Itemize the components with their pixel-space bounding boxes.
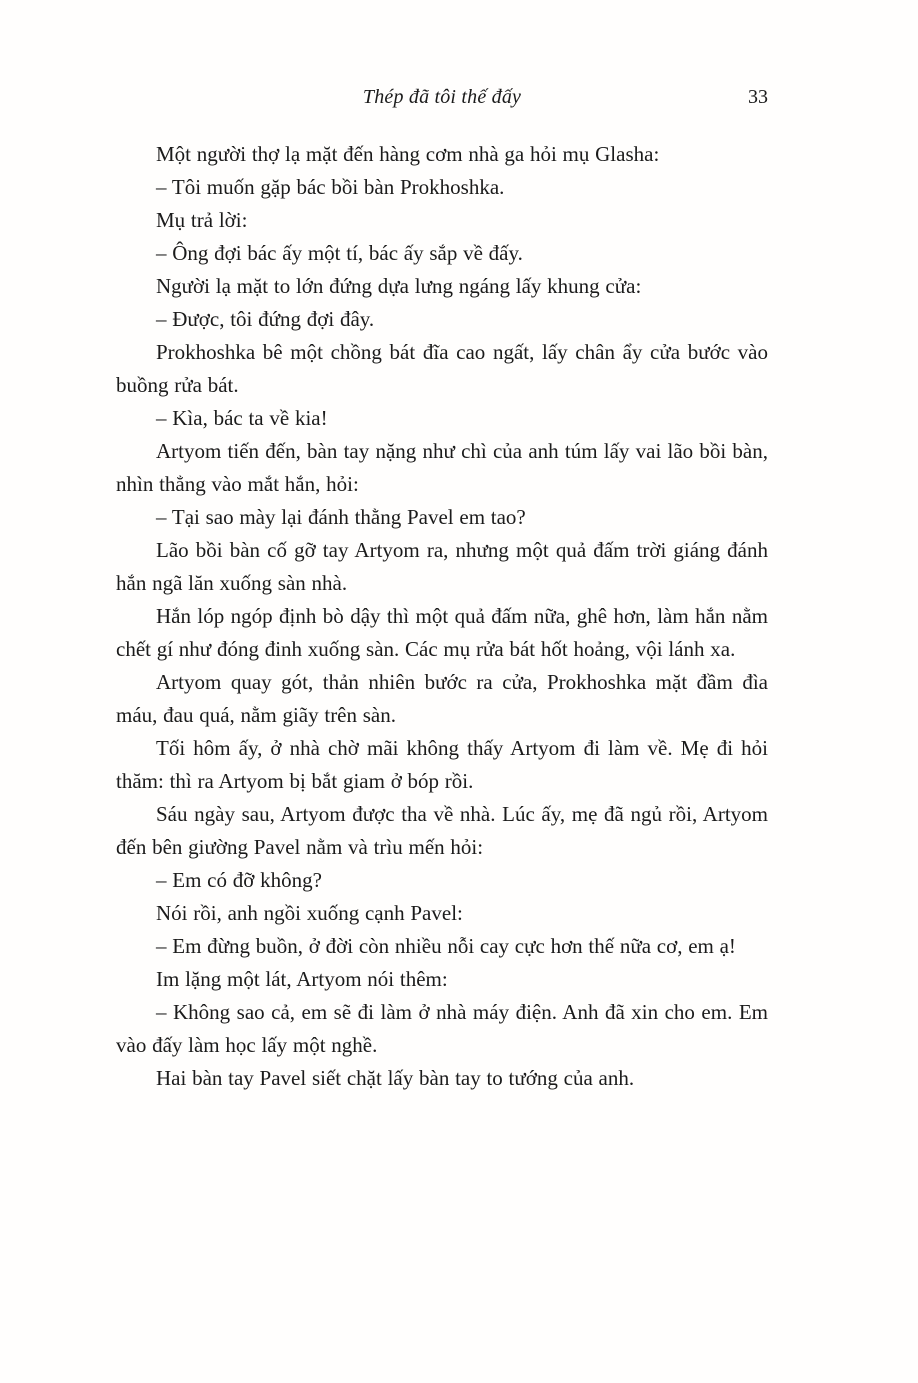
paragraph: Artyom quay gót, thản nhiên bước ra cửa, Prokhoshka mặt đầm đìa máu, đau quá, nằm giãy trên sàn. — [116, 670, 768, 727]
paragraph: Nói rồi, anh ngồi xuống cạnh Pavel: — [156, 901, 463, 925]
paragraph: – Không sao cả, em sẽ đi làm ở nhà máy điện. Anh đã xin cho em. Em vào đấy làm học lấy một nghề. — [116, 1000, 768, 1057]
paragraph: – Em đừng buồn, ở đời còn nhiều nỗi cay cực hơn thế nữa cơ, em ạ! — [156, 934, 736, 958]
paragraph: – Được, tôi đứng đợi đây. — [156, 307, 375, 331]
paragraph: Prokhoshka bê một chồng bát đĩa cao ngất, lấy chân ẩy cửa bước vào buồng rửa bát. — [116, 340, 768, 397]
paragraph: – Em có đỡ không? — [156, 868, 322, 892]
paragraph: Lão bồi bàn cố gỡ tay Artyom ra, nhưng một quả đấm trời giáng đánh hắn ngã lăn xuống sàn nhà. — [116, 538, 768, 595]
paragraph: Sáu ngày sau, Artyom được tha về nhà. Lúc ấy, mẹ đã ngủ rồi, Artyom đến bên giường Pavel nằm và trìu mến hỏi: — [116, 802, 768, 859]
paragraph: Hai bàn tay Pavel siết chặt lấy bàn tay to tướng của anh. — [156, 1066, 635, 1090]
page-body — [116, 138, 768, 1095]
paragraph: Hắn lóp ngóp định bò dậy thì một quả đấm nữa, ghê hơn, làm hắn nằm chết gí như đóng đinh xuống sàn. Các mụ rửa bát hốt hoảng, vội lánh xa. — [116, 604, 768, 661]
paragraph: Artyom tiến đến, bàn tay nặng như chì của anh túm lấy vai lão bồi bàn, nhìn thẳng vào mắt hắn, hỏi: — [116, 439, 768, 496]
page-header — [116, 82, 768, 112]
paragraph: Người lạ mặt to lớn đứng dựa lưng ngáng lấy khung cửa: — [156, 274, 642, 298]
paragraph: Mụ trả lời: — [156, 208, 248, 232]
paragraph: Một người thợ lạ mặt đến hàng cơm nhà ga hỏi mụ Glasha: — [156, 142, 660, 166]
paragraph: Tối hôm ấy, ở nhà chờ mãi không thấy Artyom đi làm về. Mẹ đi hỏi thăm: thì ra Artyom bị bắt giam ở bóp rồi. — [116, 736, 768, 793]
paragraph: – Ông đợi bác ấy một tí, bác ấy sắp về đấy. — [156, 241, 523, 265]
paragraph: Im lặng một lát, Artyom nói thêm: — [156, 967, 448, 991]
paragraph: – Tôi muốn gặp bác bồi bàn Prokhoshka. — [156, 175, 505, 199]
page-number: 33 — [748, 86, 768, 108]
paragraph: – Kìa, bác ta về kia! — [156, 406, 328, 430]
paragraph: – Tại sao mày lại đánh thằng Pavel em tao? — [156, 505, 526, 529]
running-title: Thép đã tôi thế đấy — [362, 86, 522, 108]
